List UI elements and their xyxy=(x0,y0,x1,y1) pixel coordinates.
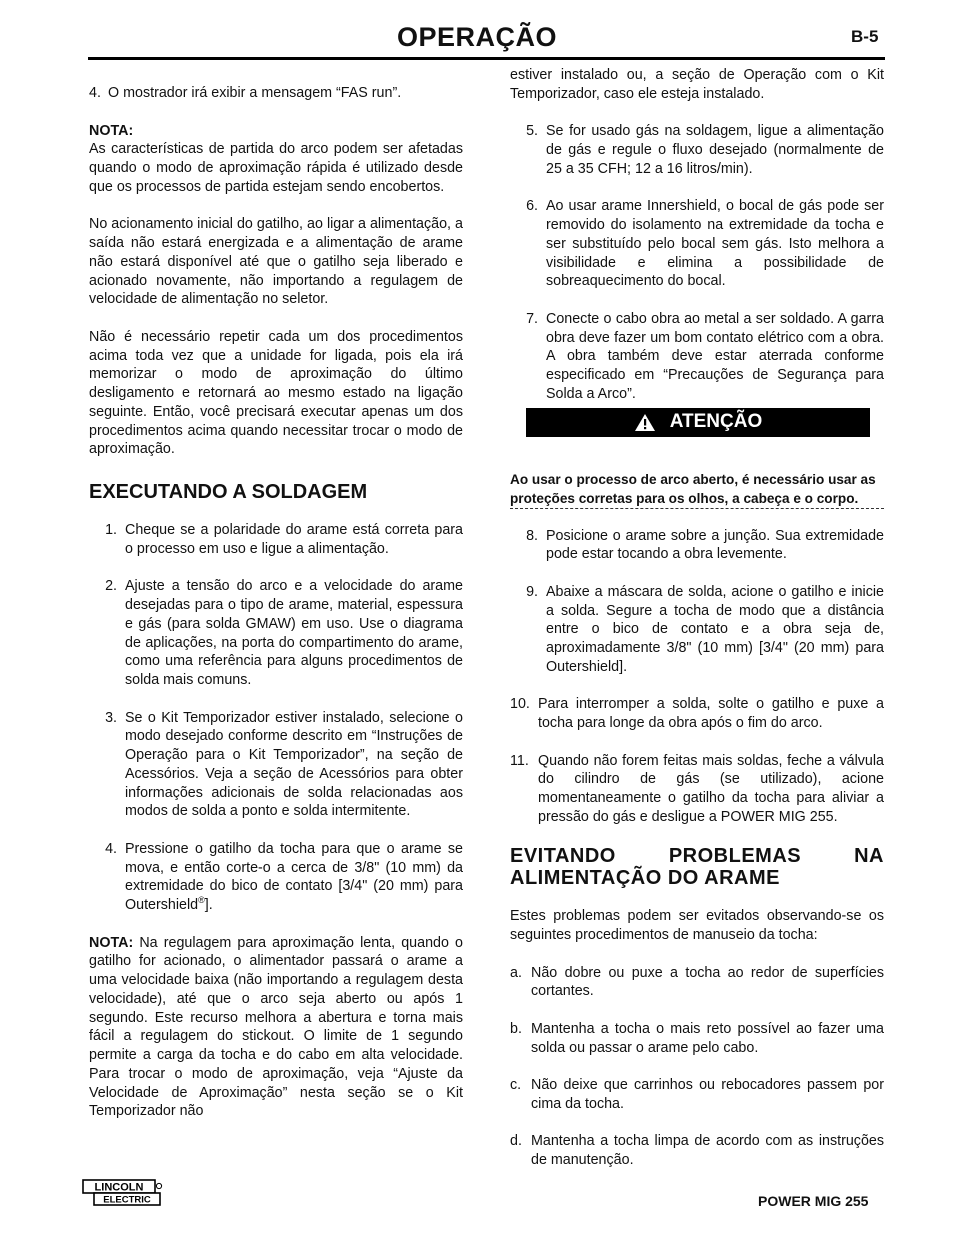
warning-triangle-icon xyxy=(634,413,656,432)
list-item: d. Mantenha a tocha limpa de acordo com as instruções de manutenção. xyxy=(510,1133,884,1168)
logo-top-text: LINCOLN xyxy=(94,1181,144,1194)
intro-text: Estes problemas podem ser evitados observando-se os seguintes procedimentos de manuseio da tocha: xyxy=(510,908,884,943)
list-item: 1. Cheque se a polaridade do arame está correta para o processo em uso e ligue a alimentação. xyxy=(105,522,463,557)
continued-text: estiver instalado ou, a seção de Operação com o Kit Temporizador, caso ele esteja instalado. xyxy=(510,67,884,102)
list-item: a. Não dobre ou puxe a tocha ao redor de superfícies cortantes. xyxy=(510,964,884,1000)
warning-label: ATENÇÃO xyxy=(669,410,763,432)
paragraph-initial-trigger: No acionamento inicial do gatilho, ao ligar a alimentação, a saída não estará energizada e a alimentação de arame não estará disponível até que o gatilho seja liberado e acionado novamente, não importando a regulagem de velocidade de alimentação no seletor. xyxy=(89,216,463,308)
logo-bottom-text: ELECTRIC xyxy=(103,1194,151,1206)
list-item: b. Mantenha a tocha o mais reto possível ao fazer uma solda ou passar o arame pelo cabo. xyxy=(510,1020,884,1056)
right-column xyxy=(510,66,884,1189)
note-label: NOTA: xyxy=(89,122,134,139)
list-item: 5. Se for usado gás na soldagem, ligue a alimentação de gás e regule o fluxo desejado (normalmente de 25 a 35 CFH; 12 a 16 litros/min). xyxy=(526,123,884,177)
list-item: 3. Se o Kit Temporizador estiver instalado, selecione o modo desejado conforme descrito em “Instruções de Operação para o Kit Temporizador”, na seção de Acessórios. Veja a seção de Acessórios para obter informações adicionais de solda relacionadas aos modos de solda a ponto e solda intermitente. xyxy=(105,709,463,820)
note-slow-runin: NOTA: Na regulagem para aproximação lenta, quando o gatilho for acionado, o alimentador passará o arame a uma velocidade baixa (não importando a regulagem desta velocidade), até que o arco seja aberto ou após 1 segundo. Este recurso melhora a abertura e torna mais fácil a regulagem do stickout. O limite de 1 segundo permite a carga da tocha e do cabo em alta velocidade. Para trocar o modo de aproximação, veja “Ajuste da Velocidade de Aproximação” nesta seção se o Kit Temporizador não xyxy=(89,934,463,1120)
list-item: 6. Ao usar arame Innershield, o bocal de gás pode ser removido do isolamento na extremidade da tocha e ser substituído pelo bocal sem gás. Isto melhora a visibilidade e elimina a possibilidade de sobreaquecimento do bocal. xyxy=(526,198,884,290)
list-item: 8. Posicione o arame sobre a junção. Sua extremidade pode estar tocando a obra levemente. xyxy=(526,527,884,563)
list-item: 7. Conecte o cabo obra ao metal a ser soldado. A garra obra deve fazer um bom contato elétrico com a obra. A obra também deve estar aterrada conforme especificado em “Precauções de Segurança para Solda a Arco”. xyxy=(526,310,884,402)
page-title: OPERAÇÃO xyxy=(396,22,557,52)
list-item: 11. Quando não forem feitas mais soldas, feche a válvula do cilindro de gás (se utilizado), acione momentaneamente o gatilho da tocha para aliviar a pressão do gás e desligue a POWER MIG 255. xyxy=(510,752,884,825)
section-heading-wire-feed: EVITANDO PROBLEMAS NA ALIMENTAÇÃO DO ARAME xyxy=(510,845,884,890)
header-rule xyxy=(88,57,885,60)
footer-model: POWER MIG 255 xyxy=(758,1193,869,1209)
list-item: 2. Ajuste a tensão do arco e a velocidade do arame desejadas para o tipo de arame, material, espessura e gás (para solda GMAW) em uso. Use o diagrama de aplicações, na porta do compartimento do arame, como uma referência para alguns procedimentos de solda mais comuns. xyxy=(105,578,463,688)
paragraph-memory: Não é necessário repetir cada um dos procedimentos acima toda vez que a unidade for ligada, pois ela irá memorizar o modo de aproximação do último desligamento e retornará ao mesmo estado na ligação seguinte. Então, você precisará executar apenas um dos procedimentos acima quando necessitar trocar o modo de aproximação. xyxy=(89,328,463,458)
page-number: B-5 xyxy=(851,27,879,46)
list-item: 9. Abaixe a máscara de solda, acione o gatilho e inicie a solda. Segure a tocha de modo que a distância entre o bico de contato e a obra seja de, aproximadamente 3/8" (10 mm) [3/4" (20 mm) para Outershield]. xyxy=(526,583,884,675)
left-column xyxy=(89,84,463,1140)
list-item: c. Não deixe que carrinhos ou rebocadores passem por cima da tocha. xyxy=(510,1077,884,1112)
note-text: As características de partida do arco podem ser afetadas quando o modo de aproximação rápida é utilizado desde que os processos de partida estejam sendo encobertos. xyxy=(89,141,463,195)
list-item: 10. Para interromper a solda, solte o gatilho e puxe a tocha para longe da obra após o fim do arco. xyxy=(510,696,884,731)
lincoln-electric-logo xyxy=(82,1179,164,1207)
section-heading-welding: EXECUTANDO A SOLDAGEM xyxy=(89,481,368,503)
warning-banner xyxy=(526,408,870,437)
warning-text: Ao usar o processo de arco aberto, é necessário usar as proteções corretas para os olhos, a cabeça e o corpo. xyxy=(510,470,884,509)
step-4-display: 4. O mostrador irá exibir a mensagem “FAS run”. xyxy=(89,85,402,101)
list-item: 4. Pressione o gatilho da tocha para que o arame se mova, e então corte-o a cerca de 3/8" (10 mm) da extremidade do bico de contato [3/4" (20 mm) para Outershield®]. xyxy=(105,840,463,913)
